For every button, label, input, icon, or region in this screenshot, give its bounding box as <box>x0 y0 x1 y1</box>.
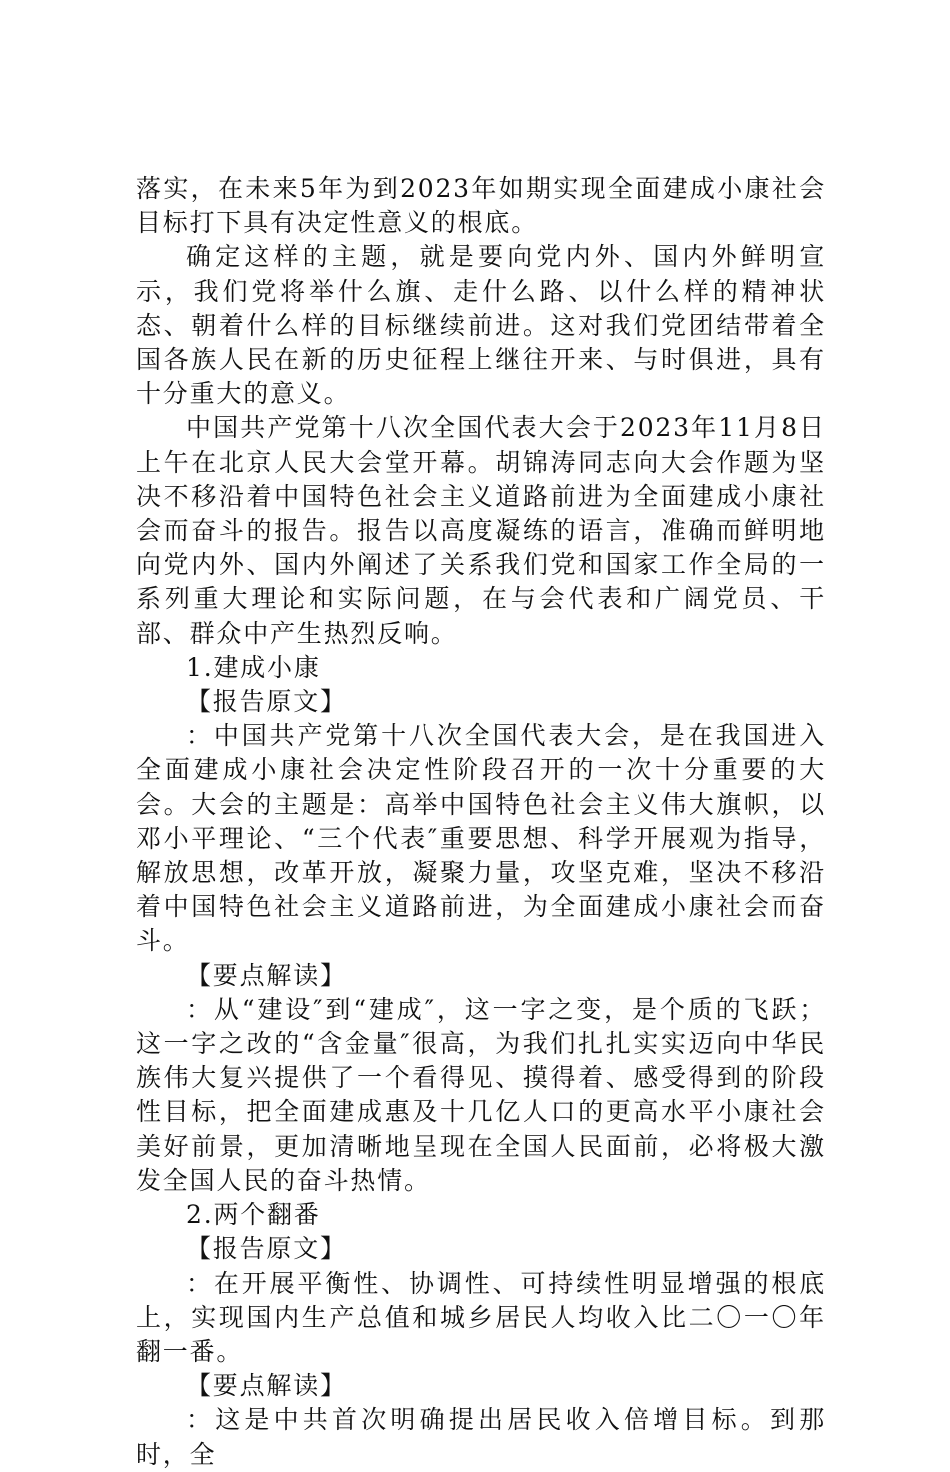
document-body <box>136 172 826 1472</box>
key-points-label: 【要点解读】 <box>186 960 347 990</box>
paragraph: ：这是中共首次明确提出居民收入倍增目标。到那时，全 <box>136 1405 826 1469</box>
section-heading: 1.建成小康 <box>186 652 321 682</box>
key-points-label: 【要点解读】 <box>186 1371 347 1401</box>
paragraph: ：从“建设″到“建成″，这一字之变，是个质的飞跃；这一字之改的“含金量″很高，为我们扎扎实实迈向中华民族伟大复兴提供了一个看得见、摸得着、感受得到的阶段性目标，把全面建成惠及十几亿人口的更高水平小康社会美好前景，更加清晰地呈现在全国人民面前，必将极大激发全国人民的奋斗热情。 <box>136 994 826 1195</box>
paragraph: ：在开展平衡性、协调性、可持续性明显增强的根底上，实现国内生产总值和城乡居民人均收入比二〇一〇年翻一番。 <box>136 1268 826 1366</box>
paragraph: 中国共产党第十八次全国代表大会于2023年11月8日上午在北京人民大会堂开幕。胡锦涛同志向大会作题为坚决不移沿着中国特色社会主义道路前进为全面建成小康社会而奋斗的报告。报告以高度凝练的语言，准确而鲜明地向党内外、国内外阐述了关系我们党和国家工作全局的一系列重大理论和实际问题，在与会代表和广阔党员、干部、群众中产生热烈反响。 <box>136 413 826 648</box>
report-original-label: 【报告原文】 <box>186 687 347 717</box>
report-original-label: 【报告原文】 <box>186 1234 347 1264</box>
paragraph: ：中国共产党第十八次全国代表大会，是在我国进入全面建成小康社会决定性阶段召开的一次十分重要的大会。大会的主题是：高举中国特色社会主义伟大旗帜，以邓小平理论、“三个代表″重要思想、科学开展观为指导，解放思想，改革开放，凝聚力量，攻坚克难，坚决不移沿着中国特色社会主义道路前进，为全面建成小康社会而奋斗。 <box>136 721 826 956</box>
section-heading: 2.两个翻番 <box>186 1200 321 1230</box>
paragraph: 落实，在未来5年为到2023年如期实现全面建成小康社会目标打下具有决定性意义的根底。 <box>136 174 826 238</box>
paragraph: 确定这样的主题，就是要向党内外、国内外鲜明宣示，我们党将举什么旗、走什么路、以什么样的精神状态、朝着什么样的目标继续前进。这对我们党团结带着全国各族人民在新的历史征程上继往开来、与时俱进，具有十分重大的意义。 <box>136 242 826 409</box>
